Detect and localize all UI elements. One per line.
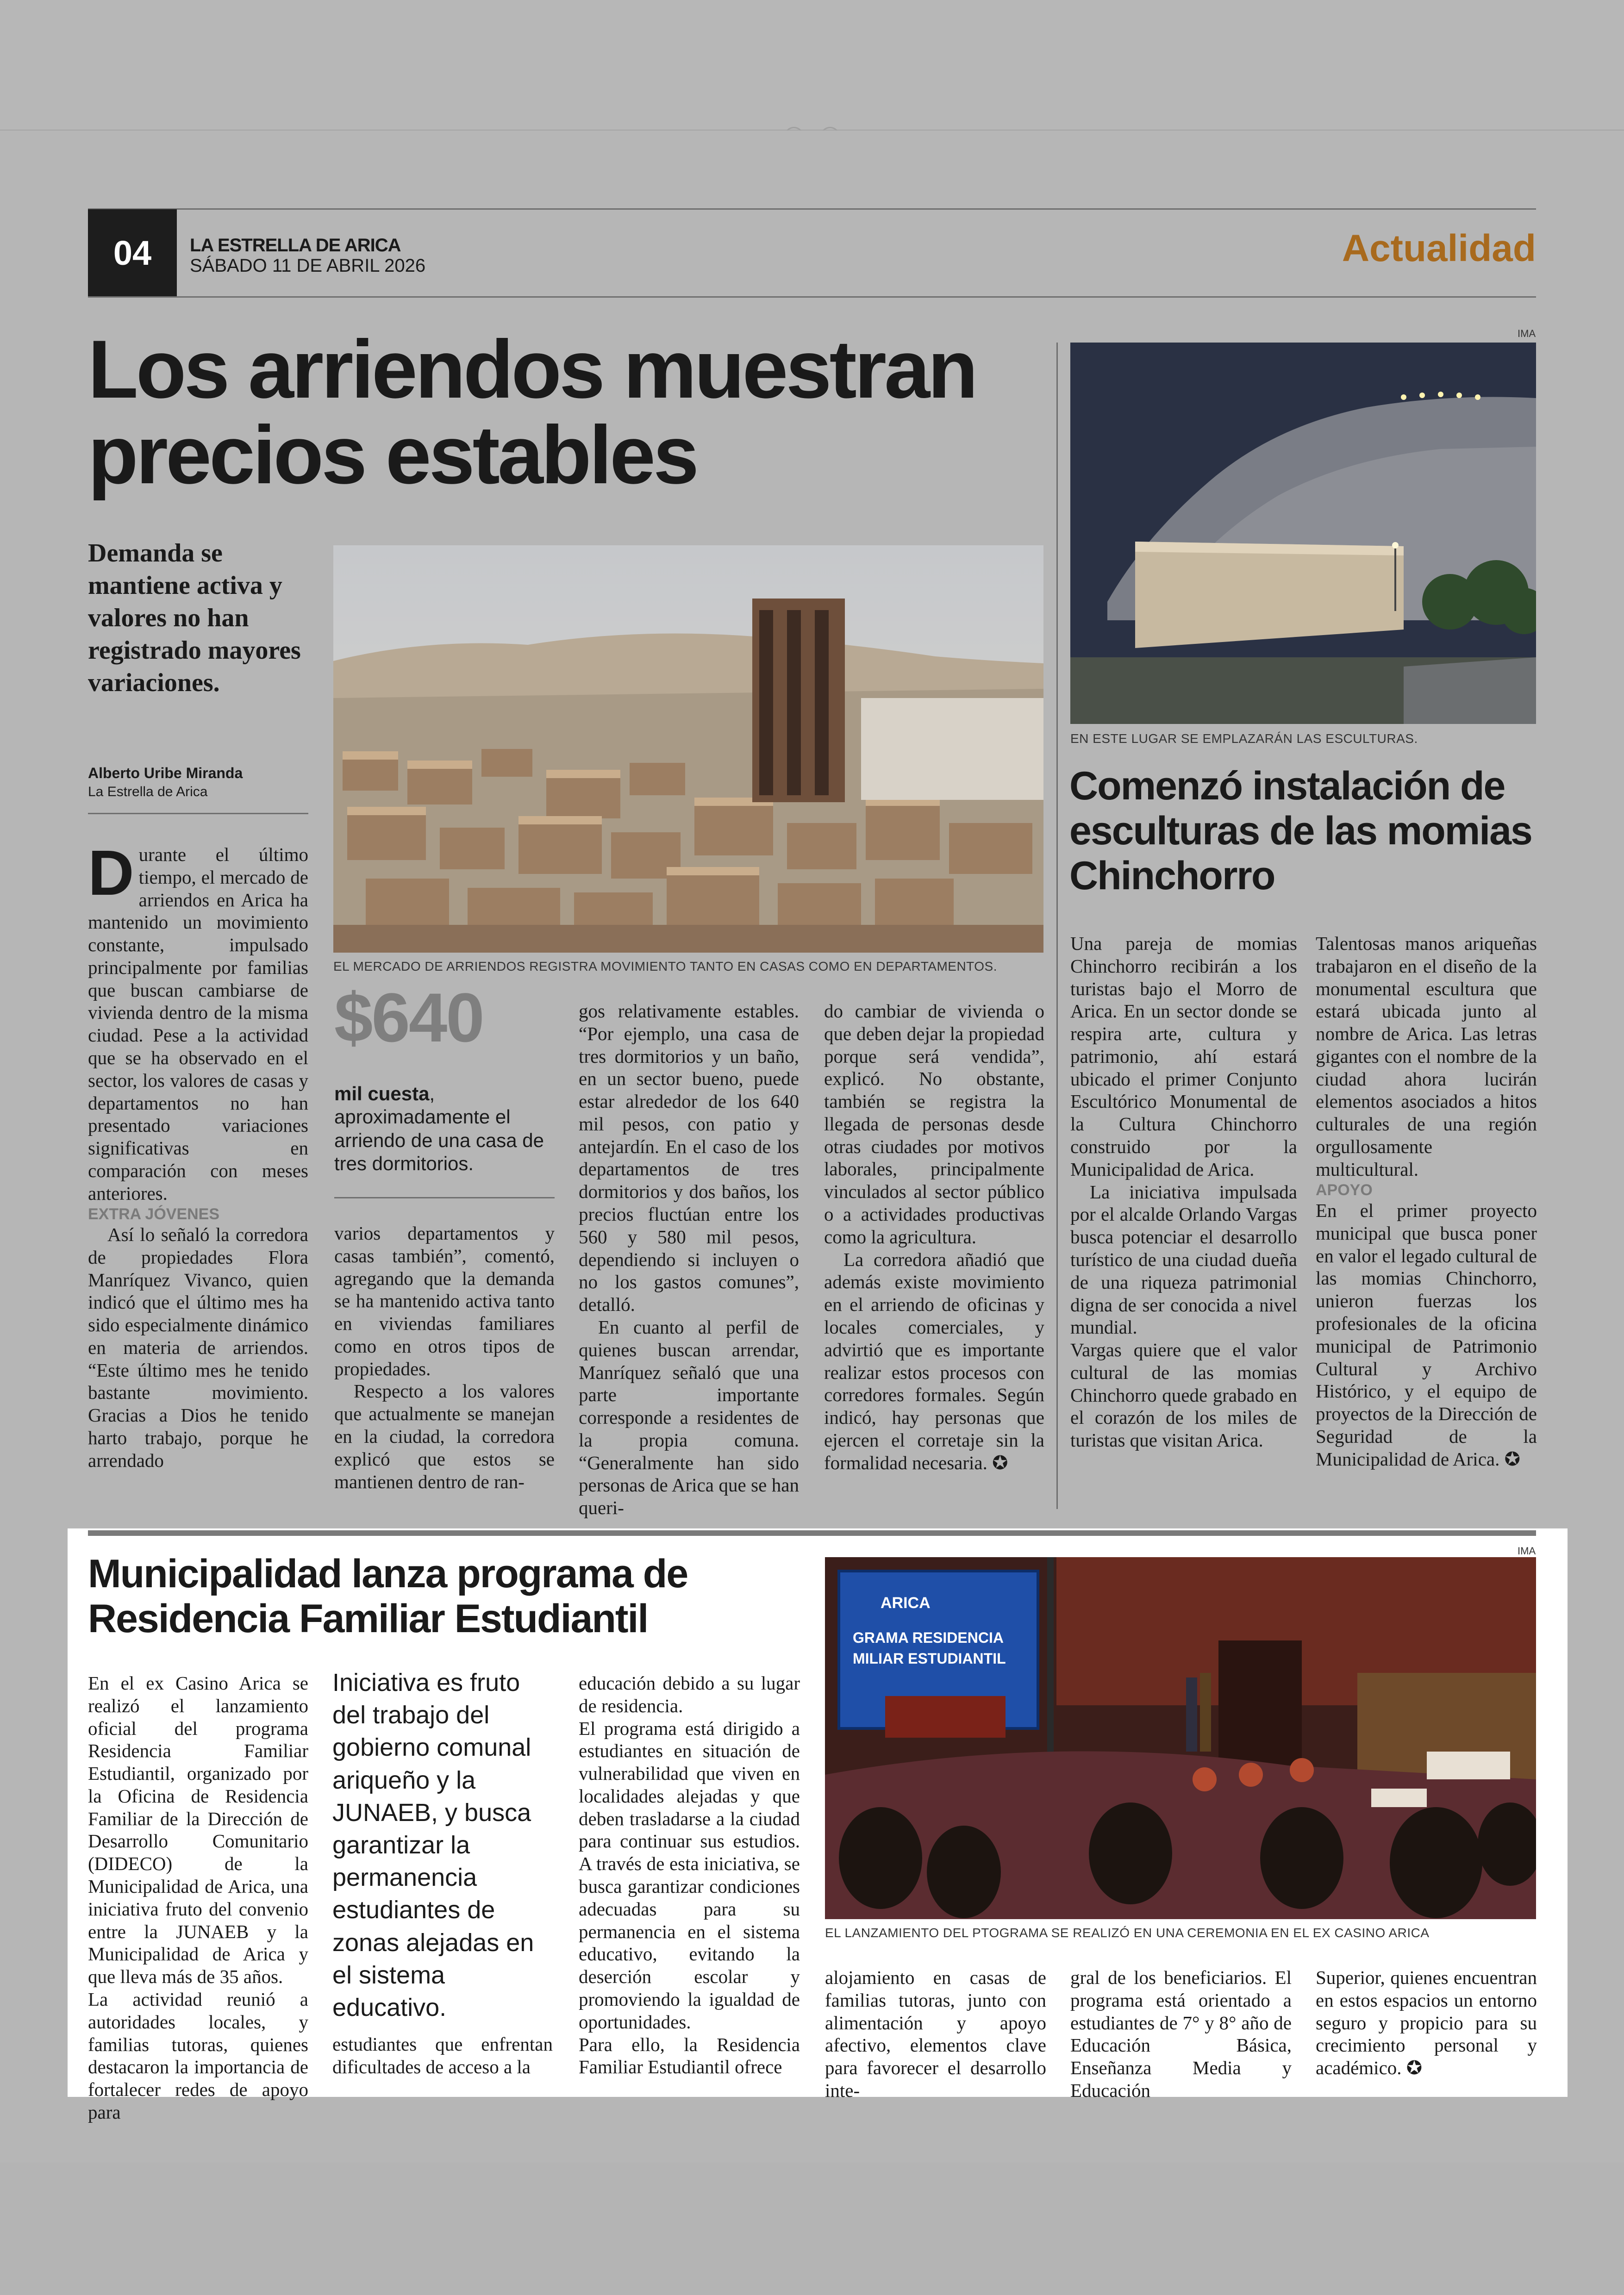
side-article-column-1 (1070, 932, 1297, 1452)
bottom-headline: Municipalidad lanza programa de Residencia Familiar Estudiantil (88, 1552, 688, 1641)
page-number: 04 (88, 209, 177, 296)
main-col2-text-2: Respecto a los valores que actualmente se manejan en la ciudad, la corredora explicó que estos se mantienen dentro de ran- (334, 1380, 555, 1492)
screen-text: GRAMA RESIDENCIA (853, 1629, 1004, 1646)
bottom-article-column-1 (88, 1672, 308, 2124)
side-article-column-2 (1316, 932, 1537, 1470)
end-mark-icon: ✪ (1406, 2057, 1423, 2079)
main-col1-text: urante el último tiempo, el mercado de arriendos en Arica ha mantenido un movimiento constante, impulsado principalmente por familias que buscan cambiarse de vivienda dentro de la misma ciudad. Pese a la actividad que se ha observado en el sector, los valores de casas y departamentos no han presentado variaciones significativas en comparación con meses anteriores. (88, 844, 308, 1204)
side-col2-text: Talentosas manos ariqueñas trabajaron en el diseño de la monumental escultura que estará ubicada junto al nombre de Arica. Las letras gigantes con el nombre de la ciudad ahora lucirán elementos asociados a hitos culturales de una región orgullosamente multicultural. (1316, 933, 1537, 1180)
side-col1-text: Una pareja de momias Chinchorro recibirán a los turistas bajo el Morro de Arica. En un sector donde se respira arte, cultura y patrimonio, ahí estará ubicado el primer Conjunto Escultórico Monumental de la Cultura Chinchorro construido por la Municipalidad de Arica. (1070, 933, 1297, 1180)
bottom-article-column-4 (825, 1966, 1046, 2102)
main-article-column-1 (88, 837, 308, 1472)
main-col1-text-2: Así lo señaló la corredora de propiedades Flora Manríquez Vivanco, quien indicó que el último mes ha sido especialmente dinámico en materia de arriendos. “Este último mes he tenido bastante movimiento. Gracias a Dios he tenido harto trabajo, porque he arrendado (88, 1223, 308, 1471)
side-headline: Comenzó instalación de esculturas de las momias Chinchorro (1069, 764, 1532, 898)
paper-name: LA ESTRELLA DE ARICA (190, 235, 401, 256)
pull-quote-bold: mil cuesta (334, 1083, 430, 1104)
screen-text: ARICA (881, 1594, 931, 1612)
morro-photo-caption: EN ESTE LUGAR SE EMPLAZARÁN LAS ESCULTURAS. (1070, 731, 1418, 746)
morro-photo (1070, 343, 1536, 724)
header-top-rule (88, 208, 1536, 210)
main-deck: Demanda se mantiene activa y valores no han registrado mayores variaciones. (88, 539, 301, 697)
bottom-deck: Iniciativa es fruto del trabajo del gobierno comunal ariqueño y la JUNAEB, y busca garantizar la permanencia estudiantes de zonas alejadas en el sistema educativo. (332, 1669, 534, 2021)
column-divider (1056, 343, 1058, 1509)
subhead-apoyo: APOYO (1316, 1181, 1373, 1199)
side-col1-text-2: La iniciativa impulsada por el alcalde Orlando Vargas busca potenciar el desarrollo turístico de una ciudad dueña de una riqueza patrimonial digna de ser conocida a nivel mundial. (1070, 1181, 1297, 1338)
bottom-article-column-5 (1070, 1966, 1292, 2102)
pull-quote (334, 1082, 556, 1176)
subhead-extra-jovenes: EXTRA JÓVENES (88, 1205, 220, 1223)
photo-credit: IMA (1518, 328, 1536, 339)
bottom-article-column-2 (332, 2033, 553, 2078)
side-col1-text-3: Vargas quiere que el valor cultural de las momias Chinchorro quede grabado en el corazón de los miles de turistas que visitan Arica. (1070, 1339, 1297, 1451)
main-article-column-2 (334, 1222, 555, 1493)
main-col2-text: varios departamentos y casas también”, comentó, agregando que la demanda se ha mantenido activa tanto en viviendas familiares como en otros tipos de propiedades. (334, 1222, 555, 1379)
bottom-col1-text: En el ex Casino Arica se realizó el lanzamiento oficial del programa Residencia Familiar Estudiantil, organizado por la Oficina de Residencia Familiar de la Dirección de Desarrollo Comunitario (DIDECO) de la Municipalidad de Arica, una iniciativa fruto del convenio entre la JUNAEB y la Municipalidad de Arica y que lleva más de 35 años. (88, 1672, 308, 1988)
paper-date: SÁBADO 11 DE ABRIL 2026 (190, 256, 426, 276)
end-mark-icon: ✪ (1504, 1448, 1520, 1470)
photo-credit: IMA (1518, 1545, 1536, 1557)
bottom-article-rule (88, 1530, 1536, 1536)
main-col4-text: do cambiar de vivienda o que deben dejar la propiedad porque será vendida”, explicó. No obstante, también se registra la llegada de personas desde otras ciudades por motivos laborales, principalmente vinculados al sector público o a actividades productivas como la agricultura. (824, 1000, 1044, 1247)
main-headline: Los arriendos muestran precios estables (88, 323, 976, 501)
main-col3-text-2: En cuanto al perfil de quienes buscan arrendar, Manríquez señaló que una parte importante corresponde a residentes de la propia comuna. “Generalmente han sido personas de Arica que se han queri- (579, 1316, 799, 1519)
bottom-col6-text: Superior, quienes encuentran en estos espacios un entorno seguro y propicio para su crecimiento personal y académico. (1316, 1967, 1537, 2079)
side-col2-text-2: En el primer proyecto municipal que busca poner en valor el legado cultural de las momias Chinchorro, unieron fuerzas los profesionales de la oficina municipal de Patrimonio Cultural y Archivo Histórico, y el equipo de proyectos de la Dirección de Seguridad de la Municipalidad de Arica. (1316, 1200, 1537, 1470)
city-photo-caption: EL MERCADO DE ARRIENDOS REGISTRA MOVIMIENTO TANTO EN CASAS COMO EN DEPARTAMENTOS. (333, 959, 997, 973)
main-col3-text: gos relativamente estables. “Por ejemplo, una casa de tres dormitorios y un baño, en un sector bueno, puede estar alrededor de los 640 mil pesos, con patio y antejardín. En el caso de los departamentos de tres dormitorios y dos baños, los precios fluctúan entre los 560 y 580 mil pesos, dependiendo si incluyen o no los gastos comunes”, detalló. (579, 1000, 799, 1316)
bottom-col3-text-2: El programa está dirigido a estudiantes en situación de vulnerabilidad que viven en localidades alejadas y que deben trasladarse a la ciudad para continuar sus estudios. A través de esta iniciativa, se busca garantizar condiciones adecuadas para su permanencia en el sistema educativo, evitando la deserción escolar y promoviendo la igualdad de oportunidades. (579, 1717, 800, 2033)
pull-quote-rest: , aproximadamente el arriendo de una casa de tres dormitorios. (334, 1083, 544, 1175)
main-article-column-4 (824, 1000, 1044, 1474)
bottom-col3-text-3: Para ello, la Residencia Familiar Estudiantil ofrece (579, 2033, 800, 2078)
bottom-col3-text: educación debido a su lugar de residencia. (579, 1672, 800, 1716)
pull-quote-rule (334, 1197, 555, 1198)
bottom-col4-text: alojamiento en casas de familias tutoras, junto con alimentación y apoyo afectivo, elementos clave para favorecer el desarrollo inte- (825, 1967, 1046, 2101)
big-number: $640 (334, 979, 483, 1056)
bottom-col1-text-2: La actividad reunió a autoridades locales, y familias tutoras, quienes destacaron la importancia de fortalecer redes de apoyo para (88, 1988, 308, 2123)
author-rule (88, 813, 308, 814)
main-col4-text-2: La corredora añadió que además existe movimiento en el arriendo de oficinas y locales comerciales, y advirtió que es importante realizar estos procesos con corredores formales. Según indicó, hay personas que ejercen el corretaje sin la formalidad necesaria. (824, 1248, 1044, 1473)
end-mark-icon: ✪ (992, 1452, 1008, 1473)
ceremony-photo (825, 1557, 1536, 1919)
main-article-column-3 (579, 1000, 799, 1519)
author-name: Alberto Uribe Miranda (88, 765, 243, 781)
bottom-col5-text: gral de los beneficiarios. El programa está orientado a estudiantes de 7° y 8° año de Educación Básica, Enseñanza Media y Educación (1070, 1967, 1292, 2101)
bottom-article-column-6 (1316, 1966, 1537, 2079)
section-label: Actualidad (1342, 227, 1536, 269)
author-org: La Estrella de Arica (88, 784, 208, 799)
bottom-article-column-3 (579, 1672, 800, 2078)
screen-text: MILIAR ESTUDIANTIL (853, 1650, 1006, 1667)
city-housing-photo (333, 545, 1043, 953)
ceremony-photo-caption: EL LANZAMIENTO DEL PTOGRAMA SE REALIZÓ EN UNA CEREMONIA EN EL EX CASINO ARICA (825, 1926, 1430, 1940)
drop-cap: D (88, 837, 134, 909)
header-bottom-rule (88, 296, 1536, 298)
browser-top-band (0, 0, 1624, 131)
bottom-col2-text: estudiantes que enfrentan dificultades de acceso a la (332, 2033, 553, 2077)
